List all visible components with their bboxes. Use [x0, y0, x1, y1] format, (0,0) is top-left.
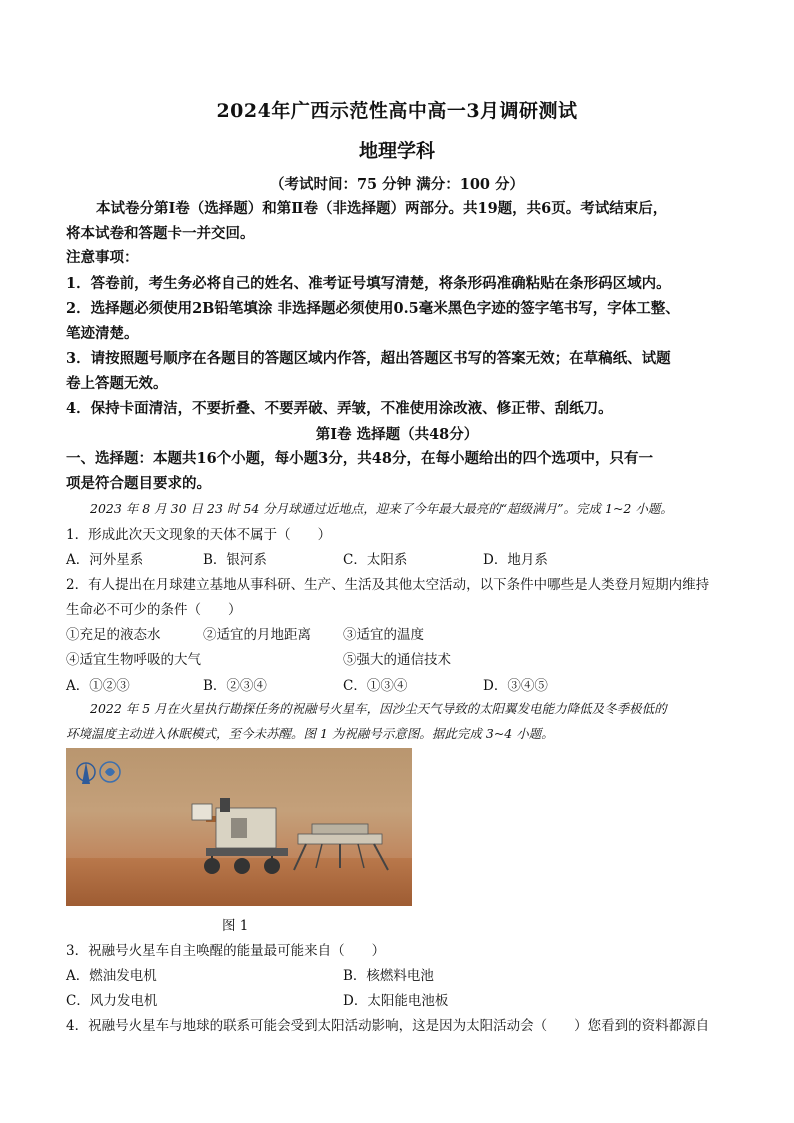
exam-title: 2024年广西示范性高中高一3月调研测试 [216, 100, 578, 122]
note-4: 4．保持卡面清洁，不要折叠、不要弄破、弄皱，不准使用涂改液、修正带、刮纸刀。 [66, 400, 613, 417]
intro-line-1: 本试卷分第Ⅰ卷（选择题）和第Ⅱ卷（非选择题）两部分。共19题，共6页。考试结束后， [96, 200, 668, 217]
q4-stem: 4．祝融号火星车与地球的联系可能会受到太阳活动影响，这是因为太阳活动会（ ）您看到的资料都源自 [66, 1018, 710, 1034]
intro-line-2: 将本试卷和答题卡一并交回。 [66, 225, 255, 242]
q1-option-c: C．太阳系 [343, 552, 408, 568]
q1-option-d: D．地月系 [483, 552, 548, 568]
q3-option-b: B．核燃料电池 [343, 968, 434, 984]
q3-stem: 3．祝融号火星车自主唤醒的能量最可能来自（ ） [66, 943, 386, 959]
note-2b: 笔迹清楚。 [66, 325, 139, 342]
figure-caption: 图 1 [222, 918, 249, 934]
zhurong-rover-figure [66, 748, 412, 906]
q2-option-a: A．①②③ [66, 678, 130, 694]
note-3b: 卷上答题无效。 [66, 375, 168, 392]
q2-item-3: ③适宜的温度 [343, 627, 424, 643]
q1-option-b: B．银河系 [203, 552, 267, 568]
q2-option-c: C．①③④ [343, 678, 408, 694]
notes-heading: 注意事项： [66, 249, 139, 266]
q3-option-c: C．风力发电机 [66, 993, 158, 1009]
q2-option-d: D．③④⑤ [483, 678, 548, 694]
q2-item-5: ⑤强大的通信技术 [343, 652, 451, 668]
subject-title: 地理学科 [358, 140, 435, 162]
rover-and-lander-icon [66, 748, 412, 906]
section-desc-1: 一、选择题：本题共16个小题，每小题3分，共48分，在每小题给出的四个选项中，只有一 [66, 450, 653, 467]
exam-info: （考试时间：75 分钟 满分：100 分） [269, 176, 525, 193]
q2-item-4: ④适宜生物呼吸的大气 [66, 652, 201, 668]
q3-option-a: A．燃油发电机 [66, 968, 157, 984]
section-heading: 第Ⅰ卷 选择题（共48分） [315, 426, 479, 443]
passage-2-line-1: 2022 年 5 月在火星执行勘探任务的祝融号火星车，因沙尘天气导致的太阳翼发电能力降低及冬季极低的 [90, 701, 667, 716]
note-1: 1．答卷前，考生务必将自己的姓名、准考证号填写清楚，将条形码准确粘贴在条形码区域内。 [66, 275, 671, 292]
q2-stem-1: 2．有人提出在月球建立基地从事科研、生产、生活及其他太空活动，以下条件中哪些是人类登月短期内维持 [66, 577, 710, 593]
note-3a: 3．请按照题号顺序在各题目的答题区域内作答，超出答题区书写的答案无效；在草稿纸、试题 [66, 350, 671, 367]
q2-stem-2: 生命必不可少的条件（ ） [66, 602, 242, 618]
section-desc-2: 项是符合题目要求的。 [66, 475, 211, 492]
q2-option-b: B．②③④ [203, 678, 267, 694]
passage-1: 2023 年 8 月 30 日 23 时 54 分月球通过近地点，迎来了今年最大最亮的“超级满月”。完成 1~2 小题。 [90, 501, 673, 516]
q3-option-d: D．太阳能电池板 [343, 993, 449, 1009]
passage-2-line-2: 环境温度主动进入休眠模式，至今未苏醒。图 1 为祝融号示意图。据此完成 3~4 小题。 [66, 726, 554, 741]
q1-option-a: A．河外星系 [66, 552, 144, 568]
q2-item-2: ②适宜的月地距离 [203, 627, 311, 643]
q1-stem: 1．形成此次天文现象的天体不属于（ ） [66, 527, 332, 543]
note-2a: 2．选择题必须使用2B铅笔填涂 非选择题必须使用0.5毫米黑色字迹的签字笔书写，字体工整、 [66, 300, 680, 317]
q2-item-1: ①充足的液态水 [66, 627, 161, 643]
